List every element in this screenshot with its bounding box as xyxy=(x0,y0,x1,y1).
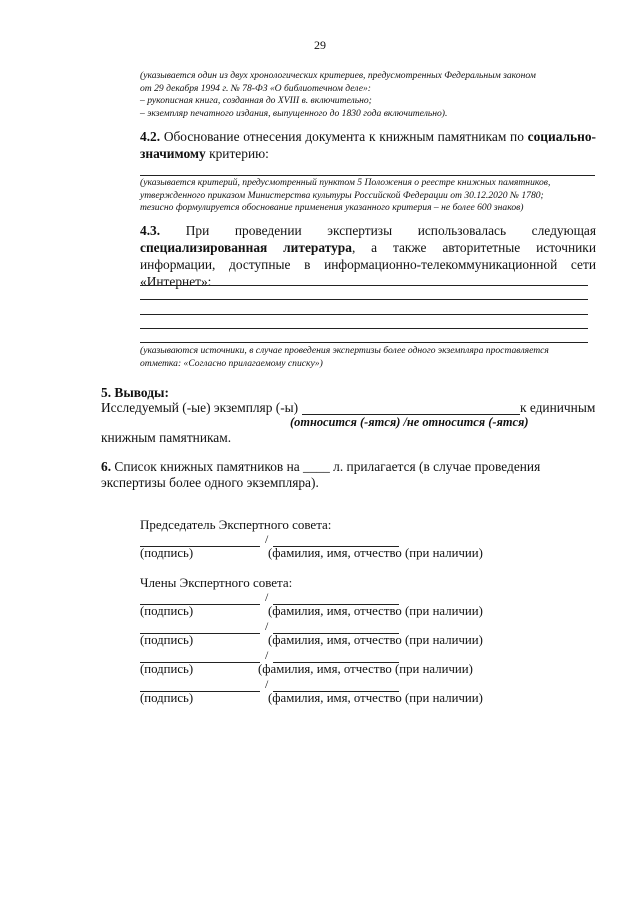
name-caption: (фамилия, имя, отчество (при наличии) xyxy=(268,691,483,705)
criteria-note xyxy=(140,70,596,120)
note-line: (указывается критерий, предусмотренный пунктом 5 Положения о реестре книжных памятников, xyxy=(140,177,551,188)
fill-line[interactable] xyxy=(140,175,595,176)
slash: / xyxy=(265,590,269,604)
section-6: 6. Список книжных памятников на ____ л. прилагается (в случае проведения экспертизы более одного экземпляра). xyxy=(101,459,541,490)
member-signature-block xyxy=(140,590,500,620)
name-caption: (фамилия, имя, отчество (при наличии) xyxy=(258,662,473,676)
section-4-2: 4.2. Обоснование отнесения документа к книжным памятникам по социально-значимому критерию: xyxy=(140,129,596,161)
signature-caption: (подпись) xyxy=(140,546,194,560)
signature-caption: (подпись) xyxy=(140,633,194,647)
slash: / xyxy=(265,648,269,662)
conclusion-line-2: книжным памятникам. xyxy=(101,430,232,445)
chairman-signature-block xyxy=(140,532,500,562)
page-number: 29 xyxy=(314,38,326,52)
section-number: 4.3. xyxy=(140,223,161,238)
note-line: – рукописная книга, созданная до XVIII в. включительно; xyxy=(140,95,372,107)
slash: / xyxy=(265,677,269,691)
fill-line[interactable] xyxy=(140,328,588,329)
signature-caption: (подпись) xyxy=(140,662,194,676)
sources-note xyxy=(140,345,596,370)
note-line: утвержденного приказом Министерства культуры Российской Федерации от 30.12.2020 № 1780; xyxy=(140,189,544,201)
conclusion-line-start: Исследуемый (-ые) экземпляр (-ы) xyxy=(101,400,299,415)
note-line: (указывается один из двух хронологических критериев, предусмотренных Федеральным законом xyxy=(140,70,536,81)
chairman-label: Председатель Экспертного совета: xyxy=(140,517,332,532)
conclusion-line-end: к единичным xyxy=(520,400,596,415)
section-4-3: 4.3. При проведении экспертизы использовалась следующая специализированная литература, а также авторитетные источники информации, доступные в информационно-телекоммуникационной сети «Интернет»: xyxy=(140,223,596,289)
member-signature-block xyxy=(140,648,500,678)
fill-line[interactable] xyxy=(140,299,588,300)
note-line: – экземпляр печатного издания, выпущенного до 1830 года включительно). xyxy=(140,107,448,119)
name-caption: (фамилия, имя, отчество (при наличии) xyxy=(268,633,483,647)
member-signature-block xyxy=(140,619,500,649)
name-caption: (фамилия, имя, отчество (при наличии) xyxy=(268,604,483,618)
member-signature-block xyxy=(140,677,500,707)
slash: / xyxy=(265,532,269,546)
conclusion-hint: (относится (-ятся) /не относится (-ятся) xyxy=(290,415,529,429)
slash: / xyxy=(265,619,269,633)
signature-caption: (подпись) xyxy=(140,691,194,705)
fill-line[interactable] xyxy=(140,342,588,343)
note-line: отметка: «Согласно прилагаемому списку») xyxy=(140,357,323,369)
note-line: (указываются источники, в случае проведения экспертизы более одного экземпляра проставляется xyxy=(140,345,549,356)
fill-line[interactable] xyxy=(140,314,588,315)
members-label: Члены Экспертного совета: xyxy=(140,575,293,590)
criterion-note xyxy=(140,177,596,215)
section-number: 4.2. xyxy=(140,129,161,144)
note-line: от 29 декабря 1994 г. № 78-ФЗ «О библиотечном деле»: xyxy=(140,82,371,94)
note-line: тезисно формулируется обоснование применения указанного критерия – не более 600 знаков) xyxy=(140,202,524,214)
signature-caption: (подпись) xyxy=(140,604,194,618)
name-caption: (фамилия, имя, отчество (при наличии) xyxy=(268,546,483,560)
conclusions-heading: 5. Выводы: xyxy=(101,385,169,400)
fill-line[interactable] xyxy=(140,285,588,286)
